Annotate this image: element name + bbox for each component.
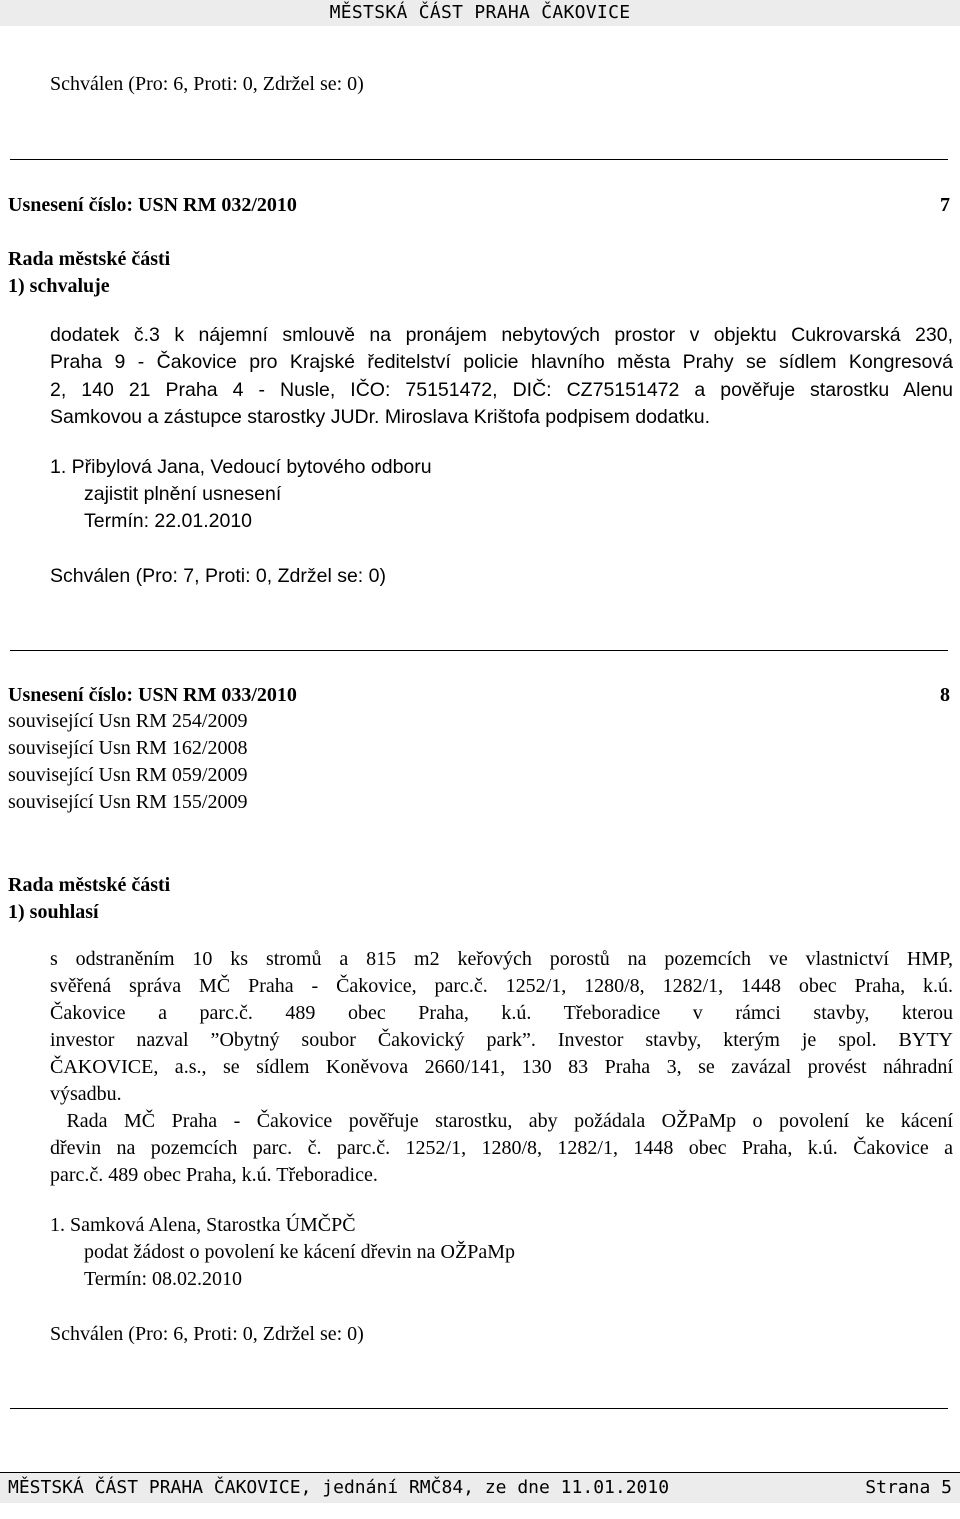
task-text: podat žádost o povolení ke kácení dřevin na OŽPaMp (84, 1241, 515, 1263)
resolution-title: Usnesení číslo: USN RM 032/2010 (8, 194, 297, 216)
header-title: MĚSTSKÁ ČÁST PRAHA ČAKOVICE (329, 2, 631, 23)
resolution-number: 7 (940, 194, 950, 216)
approval-text: Schválen (Pro: 6, Proti: 0, Zdržel se: 0) (50, 73, 364, 95)
resolution-text-line: Čakovice a parc.č. 489 obec Praha, k.ú. Třeboradice v rámci stavby, kterou (50, 1002, 953, 1024)
resolution-text-line: s odstraněním 10 ks stromů a 815 m2 keřových porostů na pozemcích ve vlastnictví HMP, (50, 948, 953, 970)
body-name: Rada městské části (8, 248, 171, 270)
resolution-text-line: svěřená správa MČ Praha - Čakovice, parc.č. 1252/1, 1280/8, 1282/1, 1448 obec Praha, k.ú. (50, 975, 953, 997)
resolution-text-line: dřevin na pozemcích parc. č. parc.č. 1252/1, 1280/8, 1282/1, 1448 obec Praha, k.ú. Čakovice a (50, 1137, 953, 1159)
resolution-text-line: 2, 140 21 Praha 4 - Nusle, IČO: 75151472, DIČ: CZ75151472 a pověřuje starostku Alenu (50, 379, 953, 401)
resolution-text-line: ČAKOVICE, a.s., se sídlem Koněvova 2660/141, 130 83 Praha 3, se zavázal provést náhradní (50, 1056, 953, 1078)
resolution-text-line: výsadbu. (50, 1083, 122, 1105)
footer-meeting-info: MĚSTSKÁ ČÁST PRAHA ČAKOVICE, jednání RMČ84, ze dne 11.01.2010 (8, 1477, 670, 1498)
related-resolution: související Usn RM 254/2009 (8, 710, 248, 732)
resolution-text-line: dodatek č.3 k nájemní smlouvě na pronájem nebytových prostor v objektu Cukrovarská 230, (50, 324, 953, 346)
resolution-action: 1) souhlasí (8, 901, 99, 923)
page-footer (0, 1472, 960, 1503)
resolution-text-line: parc.č. 489 obec Praha, k.ú. Třeboradice. (50, 1164, 378, 1186)
page-number: Strana 5 (865, 1477, 952, 1498)
related-resolution: související Usn RM 155/2009 (8, 791, 248, 813)
task-deadline: Termín: 22.01.2010 (84, 510, 253, 532)
task-person: 1. Přibylová Jana, Vedoucí bytového odboru (50, 456, 432, 478)
task-person: 1. Samková Alena, Starostka ÚMČPČ (50, 1214, 356, 1236)
related-resolution: související Usn RM 162/2008 (8, 737, 248, 759)
divider (10, 1408, 948, 1409)
approval-text: Schválen (Pro: 6, Proti: 0, Zdržel se: 0) (50, 1323, 364, 1345)
approval-text: Schválen (Pro: 7, Proti: 0, Zdržel se: 0) (50, 565, 386, 587)
resolution-text-line: Samkovou a zástupce starostky JUDr. Miroslava Krištofa podpisem dodatku. (50, 406, 711, 428)
task-deadline: Termín: 08.02.2010 (84, 1268, 243, 1290)
resolution-title: Usnesení číslo: USN RM 033/2010 (8, 684, 297, 706)
resolution-action: 1) schvaluje (8, 275, 110, 297)
resolution-text-line: investor nazval ”Obytný soubor Čakovický park”. Investor stavby, kterým je spol. BYTY (50, 1029, 953, 1051)
page-header (0, 0, 960, 26)
body-name: Rada městské části (8, 874, 171, 896)
related-resolution: související Usn RM 059/2009 (8, 764, 248, 786)
resolution-number: 8 (940, 684, 950, 706)
resolution-text-line: Rada MČ Praha - Čakovice pověřuje starostku, aby požádala OŽPaMp o povolení ke kácení (50, 1110, 953, 1132)
divider (10, 159, 948, 160)
divider (10, 650, 948, 651)
task-text: zajistit plnění usnesení (84, 483, 282, 505)
resolution-text-line: Praha 9 - Čakovice pro Krajské ředitelství policie hlavního města Prahy se sídlem Kongresová (50, 351, 953, 373)
